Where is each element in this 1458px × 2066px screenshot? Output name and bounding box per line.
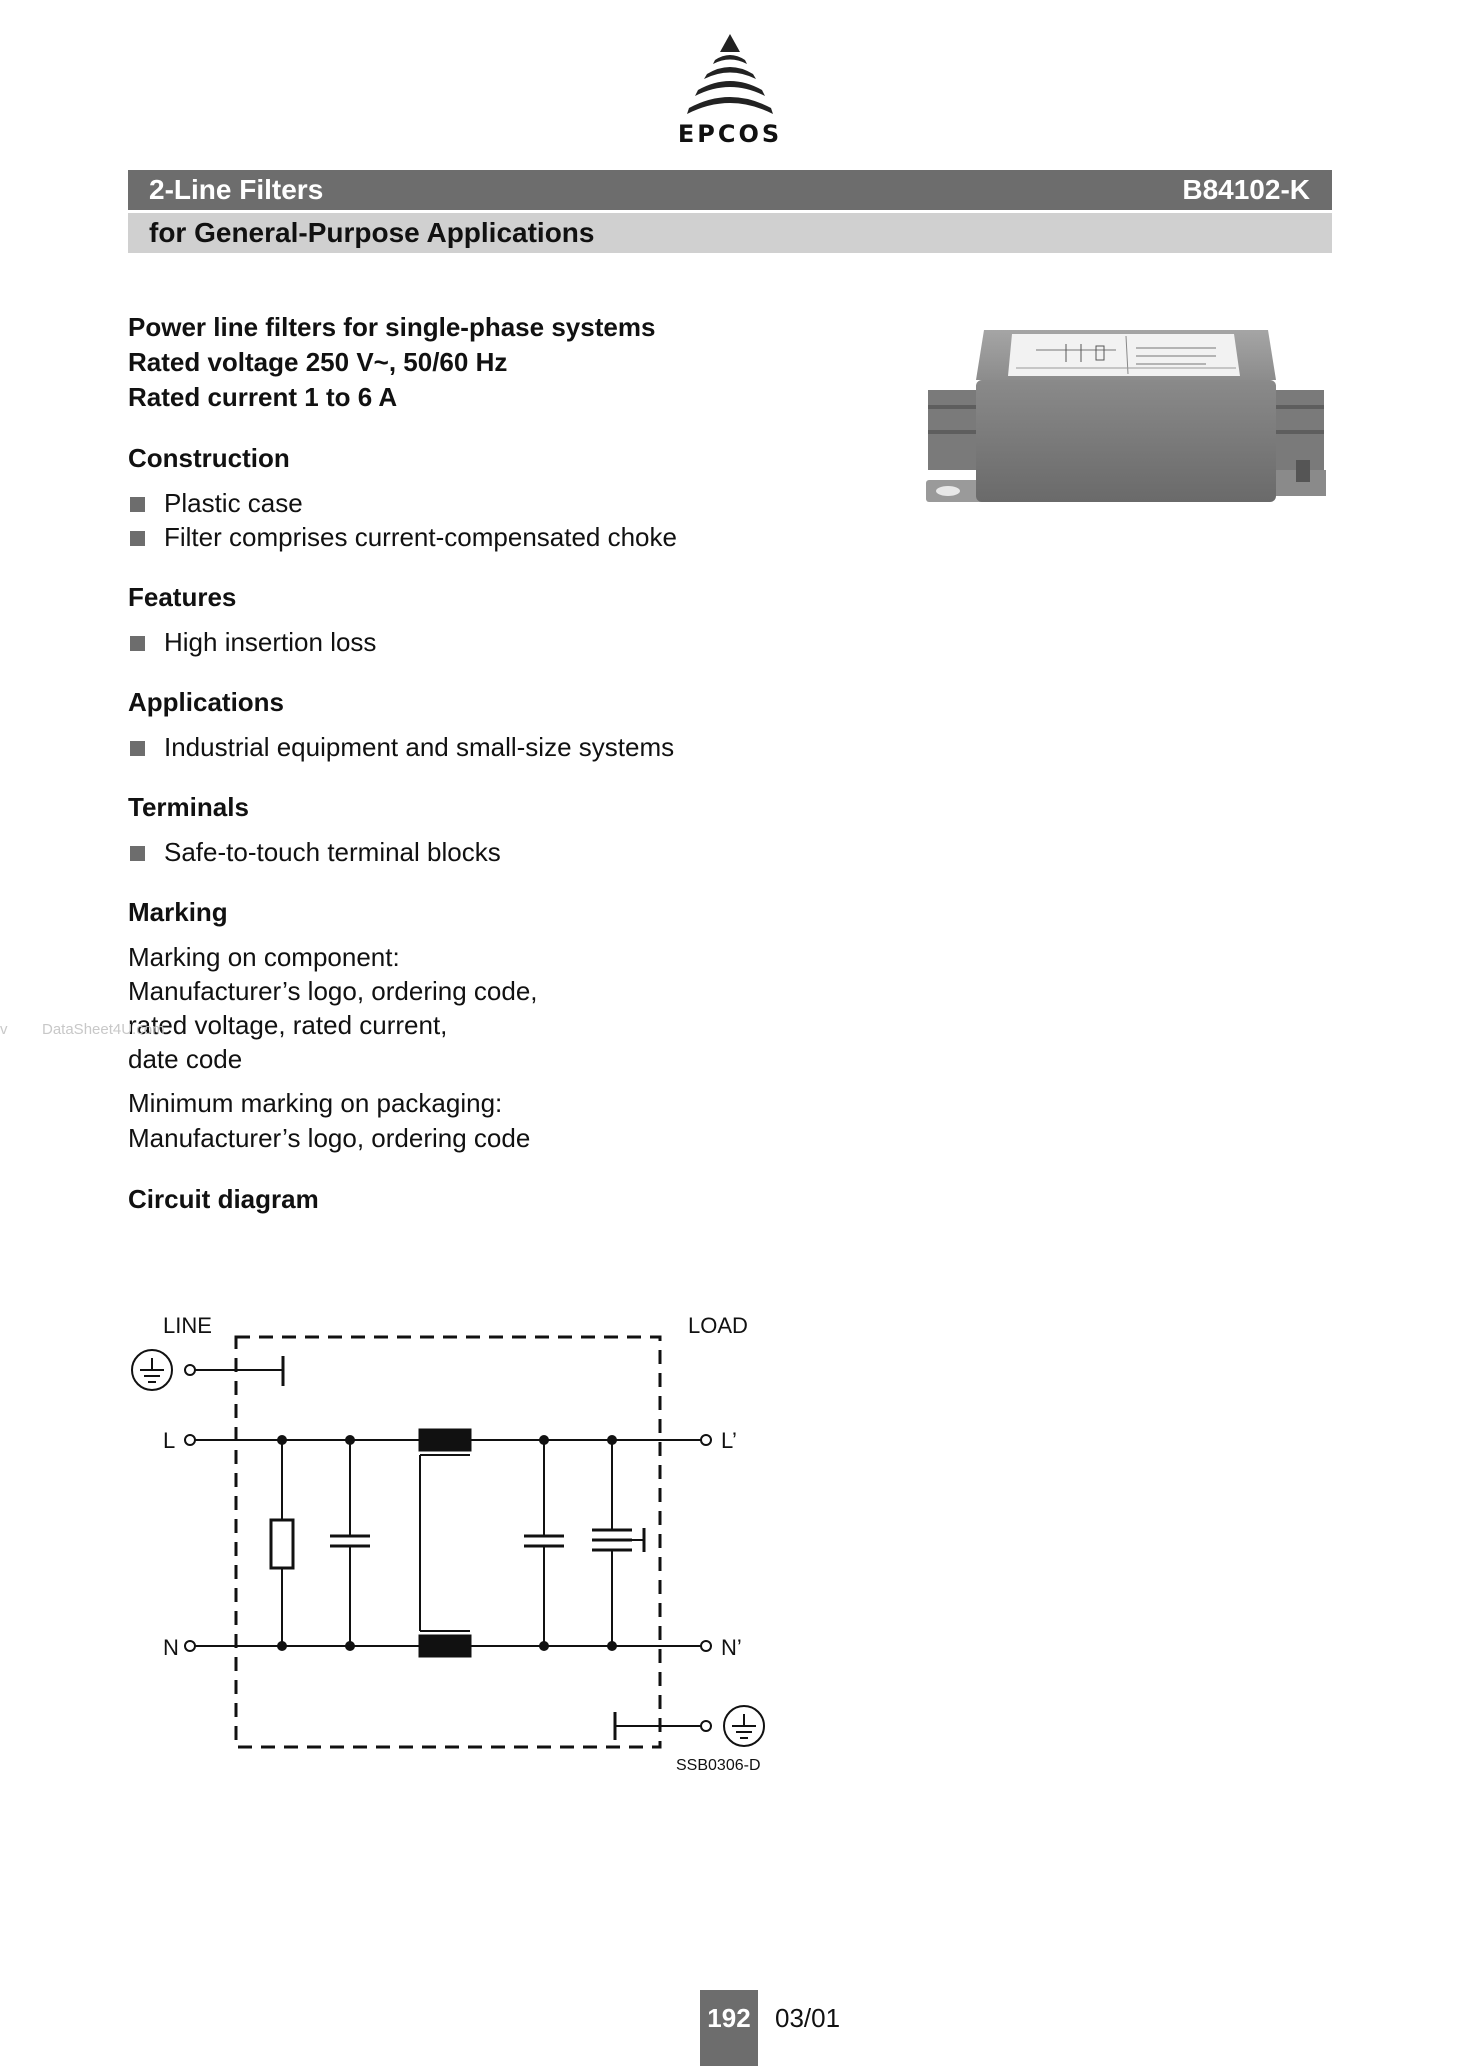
n-input-label: N: [163, 1635, 179, 1660]
marking-line: Manufacturer’s logo, ordering code: [128, 1123, 531, 1153]
marking-line: date code: [128, 1044, 243, 1074]
list-item: High insertion loss: [128, 625, 868, 659]
choke-lower-icon: [420, 1636, 470, 1656]
construction-list: [128, 486, 868, 554]
part-code: B84102-K: [1182, 174, 1310, 205]
filter-enclosure: [236, 1337, 660, 1747]
main-content: [128, 310, 868, 1217]
logo-text: EPCOS: [677, 120, 783, 148]
product-photo: [916, 310, 1336, 510]
title-bar: [128, 170, 1332, 210]
applications-list: [128, 730, 868, 764]
marking-packaging: [128, 1086, 868, 1156]
list-item: Plastic case: [128, 486, 868, 520]
l-output-label: L’: [721, 1428, 737, 1453]
intro-line: Rated current 1 to 6 A: [128, 382, 398, 412]
intro-line: Power line filters for single-phase systems: [128, 312, 656, 342]
l-input-label: L: [163, 1428, 176, 1453]
marking-line: Marking on component:: [128, 942, 400, 972]
terminals-list: [128, 835, 868, 869]
subtitle-bar: [128, 213, 1332, 253]
marking-component: [128, 940, 868, 1076]
n-output-label: N’: [721, 1635, 742, 1660]
load-label: LOAD: [688, 1313, 748, 1338]
watermark-mark: v: [0, 1021, 8, 1038]
page-subtitle: for General-Purpose Applications: [149, 217, 595, 248]
construction-heading: Construction: [128, 443, 290, 473]
intro-line: Rated voltage 250 V~, 50/60 Hz: [128, 347, 508, 377]
circuit-heading: Circuit diagram: [128, 1184, 319, 1214]
page-date: 03/01: [775, 2003, 841, 2033]
watermark: DataSheet4U.com: [42, 1021, 165, 1038]
intro-block: [128, 310, 868, 415]
choke-upper-icon: [420, 1430, 470, 1450]
list-item: Industrial equipment and small-size systems: [128, 730, 868, 764]
list-item: Safe-to-touch terminal blocks: [128, 835, 868, 869]
line-label: LINE: [163, 1313, 212, 1338]
diagram-ref: SSB0306-D: [676, 1757, 761, 1774]
terminals-heading: Terminals: [128, 792, 249, 822]
page-title: 2-Line Filters: [149, 174, 324, 205]
marking-line: rated voltage, rated current,: [128, 1010, 448, 1040]
features-list: [128, 625, 868, 659]
features-heading: Features: [128, 582, 237, 612]
resistor-icon: [271, 1520, 293, 1568]
circuit-diagram: [118, 1300, 798, 1780]
page-number: 192: [700, 1990, 758, 2066]
marking-heading: Marking: [128, 897, 228, 927]
applications-heading: Applications: [128, 687, 285, 717]
marking-line: Manufacturer’s logo, ordering code,: [128, 976, 538, 1006]
marking-line: Minimum marking on packaging:: [128, 1088, 503, 1118]
epcos-logo-mark-icon: [685, 30, 775, 118]
epcos-logo: [660, 30, 800, 150]
earth-symbol-icon: [132, 1350, 172, 1390]
list-item: Filter comprises current-compensated choke: [128, 520, 868, 554]
earth-symbol-icon: [724, 1706, 764, 1746]
